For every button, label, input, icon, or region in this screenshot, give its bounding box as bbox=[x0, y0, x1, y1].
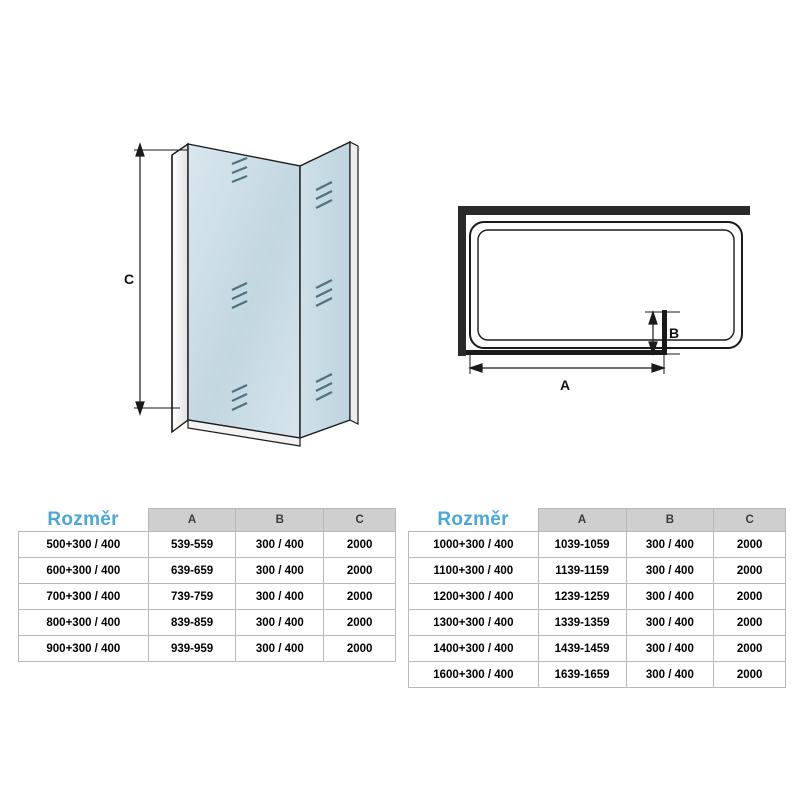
cell-size: 1000+300 / 400 bbox=[409, 532, 539, 558]
table-row bbox=[19, 636, 396, 662]
wall-top bbox=[458, 206, 750, 215]
cell-b: 300 / 400 bbox=[236, 610, 324, 636]
cell-size: 600+300 / 400 bbox=[19, 558, 149, 584]
cell-a: 1439-1459 bbox=[538, 636, 626, 662]
cell-b: 300 / 400 bbox=[236, 558, 324, 584]
cell-b: 300 / 400 bbox=[236, 584, 324, 610]
cell-b: 300 / 400 bbox=[626, 636, 714, 662]
cell-b: 300 / 400 bbox=[626, 532, 714, 558]
spec-table-left bbox=[18, 508, 396, 662]
cell-a: 939-959 bbox=[148, 636, 236, 662]
cell-a: 839-859 bbox=[148, 610, 236, 636]
table-row bbox=[19, 610, 396, 636]
cell-size: 1300+300 / 400 bbox=[409, 610, 539, 636]
cell-size: 700+300 / 400 bbox=[19, 584, 149, 610]
table-right-col-c: C bbox=[714, 509, 786, 532]
cell-c: 2000 bbox=[714, 636, 786, 662]
table-left-title: Rozměr bbox=[19, 509, 149, 532]
table-row bbox=[19, 558, 396, 584]
table-right-col-a: A bbox=[538, 509, 626, 532]
cell-a: 539-559 bbox=[148, 532, 236, 558]
table-right-col-b: B bbox=[626, 509, 714, 532]
cell-c: 2000 bbox=[714, 584, 786, 610]
cell-size: 900+300 / 400 bbox=[19, 636, 149, 662]
cell-size: 1200+300 / 400 bbox=[409, 584, 539, 610]
cell-b: 300 / 400 bbox=[626, 610, 714, 636]
wall-profile bbox=[172, 144, 188, 432]
cell-a: 1239-1259 bbox=[538, 584, 626, 610]
dimension-label-b: B bbox=[669, 325, 680, 341]
return-glass-panel bbox=[300, 142, 350, 438]
table-row bbox=[409, 558, 786, 584]
cell-c: 2000 bbox=[714, 532, 786, 558]
shower-tray-outline bbox=[470, 222, 742, 348]
cell-c: 2000 bbox=[714, 558, 786, 584]
cell-a: 639-659 bbox=[148, 558, 236, 584]
cell-size: 500+300 / 400 bbox=[19, 532, 149, 558]
cell-c: 2000 bbox=[324, 636, 396, 662]
cell-a: 1639-1659 bbox=[538, 662, 626, 688]
table-row bbox=[19, 532, 396, 558]
spec-table-right bbox=[408, 508, 786, 688]
cell-c: 2000 bbox=[324, 558, 396, 584]
cell-b: 300 / 400 bbox=[626, 662, 714, 688]
plan-view-drawing bbox=[440, 200, 770, 430]
cell-a: 739-759 bbox=[148, 584, 236, 610]
table-row bbox=[409, 662, 786, 688]
cell-c: 2000 bbox=[714, 610, 786, 636]
cell-a: 1139-1159 bbox=[538, 558, 626, 584]
table-left-col-c: C bbox=[324, 509, 396, 532]
table-right-title: Rozměr bbox=[409, 509, 539, 532]
table-row bbox=[409, 532, 786, 558]
cell-c: 2000 bbox=[324, 610, 396, 636]
table-row bbox=[409, 584, 786, 610]
table-row bbox=[19, 584, 396, 610]
cell-b: 300 / 400 bbox=[626, 584, 714, 610]
dimension-a bbox=[470, 355, 664, 374]
dimension-label-c: C bbox=[124, 271, 135, 287]
table-left-col-b: B bbox=[236, 509, 324, 532]
cell-b: 300 / 400 bbox=[236, 532, 324, 558]
cell-a: 1339-1359 bbox=[538, 610, 626, 636]
cell-c: 2000 bbox=[324, 584, 396, 610]
cell-size: 1100+300 / 400 bbox=[409, 558, 539, 584]
cell-size: 800+300 / 400 bbox=[19, 610, 149, 636]
cell-size: 1400+300 / 400 bbox=[409, 636, 539, 662]
cell-a: 1039-1059 bbox=[538, 532, 626, 558]
cell-c: 2000 bbox=[714, 662, 786, 688]
dimension-label-a: A bbox=[560, 377, 571, 393]
table-row bbox=[409, 636, 786, 662]
isometric-shower-screen-drawing bbox=[110, 120, 400, 470]
main-glass-panel bbox=[188, 144, 300, 438]
cell-b: 300 / 400 bbox=[626, 558, 714, 584]
table-row bbox=[409, 610, 786, 636]
cell-b: 300 / 400 bbox=[236, 636, 324, 662]
cell-c: 2000 bbox=[324, 532, 396, 558]
cell-size: 1600+300 / 400 bbox=[409, 662, 539, 688]
table-left-col-a: A bbox=[148, 509, 236, 532]
